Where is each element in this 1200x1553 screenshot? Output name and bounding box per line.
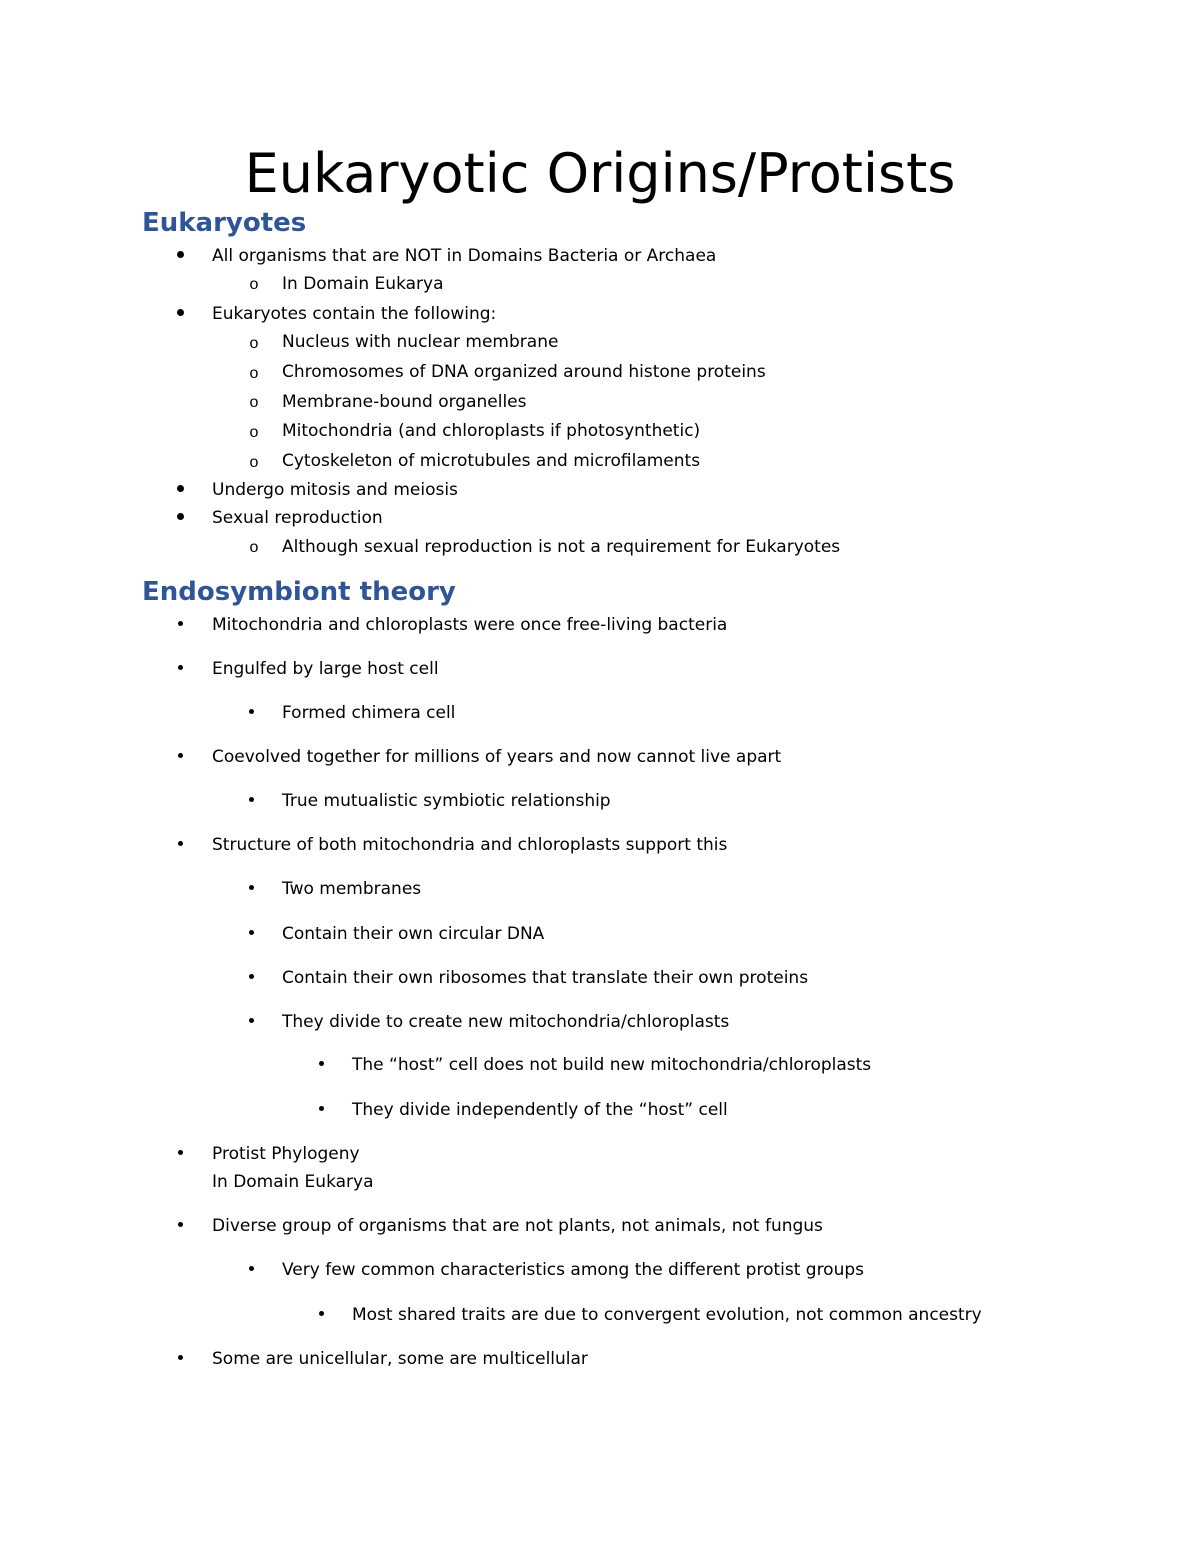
circle-bullet-icon: o <box>249 335 259 352</box>
list-item: They divide to create new mitochondria/chloroplasts <box>282 1012 730 1032</box>
list-item: All organisms that are NOT in Domains Bacteria or Archaea <box>212 246 717 266</box>
circle-bullet-icon: o <box>249 539 259 556</box>
list-item: Mitochondria (and chloroplasts if photosynthetic) <box>282 421 701 441</box>
circle-bullet-icon: o <box>249 424 259 441</box>
bullet-icon <box>241 702 261 724</box>
list-item: Diverse group of organisms that are not plants, not animals, not fungus <box>212 1216 823 1236</box>
list-item: Chromosomes of DNA organized around histone proteins <box>282 362 766 382</box>
bullet-icon <box>170 303 190 325</box>
list-item: Eukaryotes contain the following: <box>212 304 497 324</box>
section-heading-endosymbiont-theory: Endosymbiont theory <box>142 577 456 607</box>
bullet-icon <box>241 878 261 900</box>
circle-bullet-icon: o <box>249 276 259 293</box>
list-item: They divide independently of the “host” cell <box>352 1100 728 1120</box>
bullet-icon <box>241 923 261 945</box>
list-item: Although sexual reproduction is not a requirement for Eukaryotes <box>282 537 841 557</box>
list-item: Mitochondria and chloroplasts were once free-living bacteria <box>212 615 728 635</box>
section-heading-eukaryotes: Eukaryotes <box>142 208 307 238</box>
bullet-icon <box>170 479 190 501</box>
circle-bullet-icon: o <box>249 454 259 471</box>
list-item: Cytoskeleton of microtubules and microfilaments <box>282 451 701 471</box>
bullet-icon <box>170 1348 190 1370</box>
list-item: Protist Phylogeny <box>212 1144 360 1164</box>
list-item: Coevolved together for millions of years and now cannot live apart <box>212 747 782 767</box>
list-item: Contain their own ribosomes that translate their own proteins <box>282 968 809 988</box>
document-title: Eukaryotic Origins/Protists <box>244 142 956 205</box>
bullet-icon <box>311 1099 331 1121</box>
list-item: Membrane-bound organelles <box>282 392 527 412</box>
circle-bullet-icon: o <box>249 365 259 382</box>
circle-bullet-icon: o <box>249 394 259 411</box>
list-item: Engulfed by large host cell <box>212 659 439 679</box>
bullet-icon <box>170 834 190 856</box>
bullet-icon <box>311 1054 331 1076</box>
bullet-icon <box>170 507 190 529</box>
bullet-icon <box>170 245 190 267</box>
bullet-icon <box>241 1011 261 1033</box>
list-item: Some are unicellular, some are multicellular <box>212 1349 588 1369</box>
list-item: Very few common characteristics among the different protist groups <box>282 1260 865 1280</box>
list-item-continuation: In Domain Eukarya <box>212 1172 374 1192</box>
list-item: Contain their own circular DNA <box>282 924 545 944</box>
list-item: True mutualistic symbiotic relationship <box>282 791 611 811</box>
list-item: Structure of both mitochondria and chloroplasts support this <box>212 835 728 855</box>
bullet-icon <box>311 1304 331 1326</box>
bullet-icon <box>170 1215 190 1237</box>
bullet-icon <box>241 790 261 812</box>
list-item: Undergo mitosis and meiosis <box>212 480 458 500</box>
list-item: Sexual reproduction <box>212 508 383 528</box>
list-item: Two membranes <box>282 879 422 899</box>
list-item: Most shared traits are due to convergent evolution, not common ancestry <box>352 1305 982 1325</box>
list-item: The “host” cell does not build new mitochondria/chloroplasts <box>352 1055 872 1075</box>
bullet-icon <box>241 967 261 989</box>
list-item: Formed chimera cell <box>282 703 456 723</box>
bullet-icon <box>170 746 190 768</box>
bullet-icon <box>170 658 190 680</box>
list-item: In Domain Eukarya <box>282 274 444 294</box>
bullet-icon <box>170 1143 190 1165</box>
bullet-icon <box>170 614 190 636</box>
list-item: Nucleus with nuclear membrane <box>282 332 559 352</box>
bullet-icon <box>241 1259 261 1281</box>
